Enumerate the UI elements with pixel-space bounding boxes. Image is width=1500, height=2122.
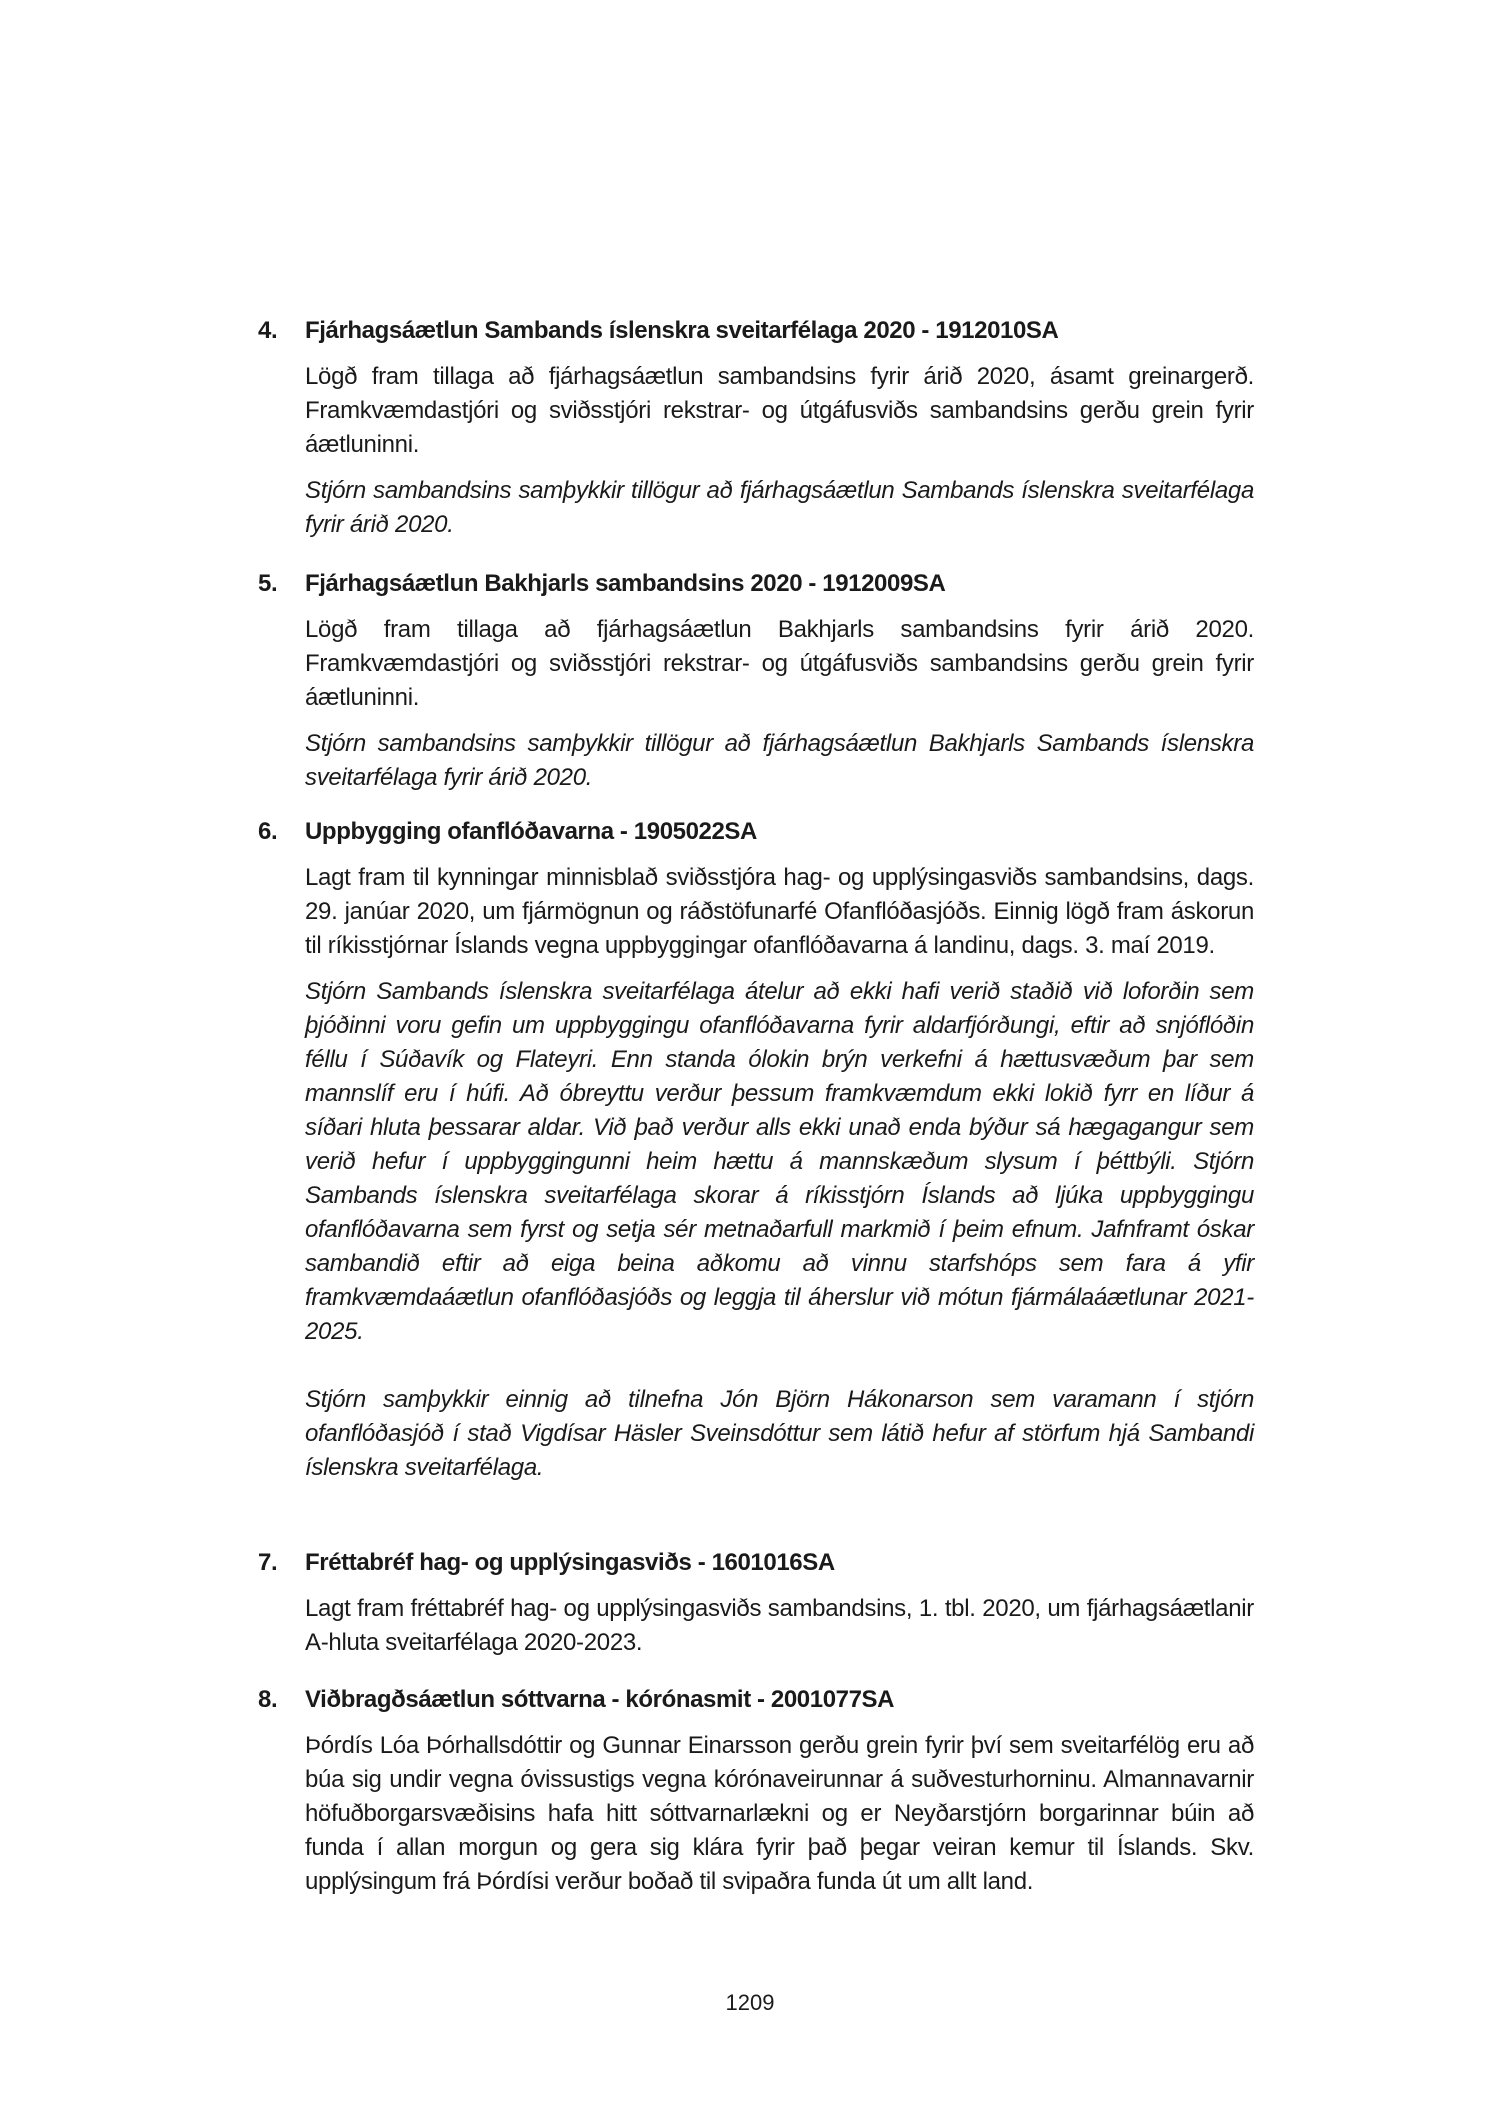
agenda-item-5 xyxy=(258,567,1254,807)
item-title: Fjárhagsáætlun Sambands íslenskra sveitarfélaga 2020 - 1912010SA xyxy=(305,317,1059,344)
item-number: 4. xyxy=(258,317,278,344)
item-body: Lögð fram tillaga að fjárhagsáætlun Bakhjarls sambandsins fyrir árið 2020. Framkvæmdastjóri og sviðsstjóri rekstrar- og útgáfusviðs sambandsins gerðu grein fyrir áætluninni. xyxy=(305,616,1254,711)
agenda-item-6 xyxy=(258,815,1254,1497)
item-title: Fréttabréf hag- og upplýsingasviðs - 1601016SA xyxy=(305,1549,835,1576)
item-number: 7. xyxy=(258,1549,278,1576)
item-heading xyxy=(258,314,1254,348)
item-title: Fjárhagsáætlun Bakhjarls sambandsins 2020 - 1912009SA xyxy=(305,570,946,597)
item-resolution: Stjórn Sambands íslenskra sveitarfélaga átelur að ekki hafi verið staðið við loforðin sem þjóðinni voru gefin um uppbyggingu ofanflóðavarna fyrir aldarfjórðungi, eftir að snjóflóðin féllu í Súðavík og Flateyri. Enn standa ólokin brýn verkefni á hættusvæðum þar sem mannslíf eru í húfi. Að óbreyttu verður þessum framkvæmdum ekki lokið fyrr en líður á síðari hluta þessarar aldar. Við það verður alls ekki unað enda býður sá hægagangur sem verið hefur í uppbyggingunni heim hættu á mannskæðum slysum í þéttbýli. Stjórn Sambands íslenskra sveitarfélaga skorar á ríkisstjórn Íslands að ljúka uppbyggingu ofanflóðavarna sem fyrst og setja sér metnaðarfull markmið í þeim efnum. Jafnframt óskar sambandið eftir að eiga beina aðkomu að vinnu starfshóps sem fara á yfir framkvæmdaáætlun ofanflóðasjóðs og leggja til áherslur við mótun fjármálaáætlunar 2021-2025. xyxy=(305,978,1254,1345)
item-body: Þórdís Lóa Þórhallsdóttir og Gunnar Einarsson gerðu grein fyrir því sem sveitarfélög eru að búa sig undir vegna óvissustigs vegna kórónaveirunnar á suðvesturhorninu. Almannavarnir höfuðborgarsvæðisins hafa hitt sóttvarnarlækni og er Neyðarstjórn borgarinnar búin að funda í allan morgun og gera sig klára fyrir það þegar veiran kemur til Íslands. Skv. upplýsingum frá Þórdísi verður boðað til svipaðra funda út um allt land. xyxy=(305,1732,1254,1895)
item-title: Uppbygging ofanflóðavarna - 1905022SA xyxy=(305,818,757,845)
item-resolution: Stjórn sambandsins samþykkir tillögur að fjárhagsáætlun Bakhjarls Sambands íslenskra sveitarfélaga fyrir árið 2020. xyxy=(305,730,1254,791)
agenda-item-4 xyxy=(258,314,1254,554)
item-heading xyxy=(258,1546,1254,1580)
item-body: Lögð fram tillaga að fjárhagsáætlun sambandsins fyrir árið 2020, ásamt greinargerð. Framkvæmdastjóri og sviðsstjóri rekstrar- og útgáfusviðs sambandsins gerðu grein fyrir áætluninni. xyxy=(305,363,1254,458)
item-heading xyxy=(258,567,1254,601)
item-number: 8. xyxy=(258,1686,278,1713)
page-number: 1209 xyxy=(725,1990,775,2015)
agenda-item-8 xyxy=(258,1683,1254,1911)
item-resolution-appointment: Stjórn samþykkir einnig að tilnefna Jón Björn Hákonarson sem varamann í stjórn ofanflóðasjóð í stað Vigdísar Häsler Sveinsdóttur sem látið hefur af störfum hjá Sambandi íslenskra sveitarfélaga. xyxy=(305,1386,1254,1481)
agenda-item-7 xyxy=(258,1546,1254,1672)
item-body: Lagt fram fréttabréf hag- og upplýsingasviðs sambandsins, 1. tbl. 2020, um fjárhagsáætlanir A-hluta sveitarfélaga 2020-2023. xyxy=(305,1595,1254,1656)
item-body: Lagt fram til kynningar minnisblað sviðsstjóra hag- og upplýsingasviðs sambandsins, dags. 29. janúar 2020, um fjármögnun og ráðstöfunarfé Ofanflóðasjóðs. Einnig lögð fram áskorun til ríkisstjórnar Íslands vegna uppbyggingar ofanflóðavarna á landinu, dags. 3. maí 2019. xyxy=(305,864,1254,959)
item-title: Viðbragðsáætlun sóttvarna - kórónasmit - 2001077SA xyxy=(305,1686,895,1713)
item-number: 6. xyxy=(258,818,278,845)
item-resolution: Stjórn sambandsins samþykkir tillögur að fjárhagsáætlun Sambands íslenskra sveitarfélaga fyrir árið 2020. xyxy=(305,477,1254,538)
item-heading xyxy=(258,1683,1254,1717)
item-number: 5. xyxy=(258,570,278,597)
item-heading xyxy=(258,815,1254,849)
